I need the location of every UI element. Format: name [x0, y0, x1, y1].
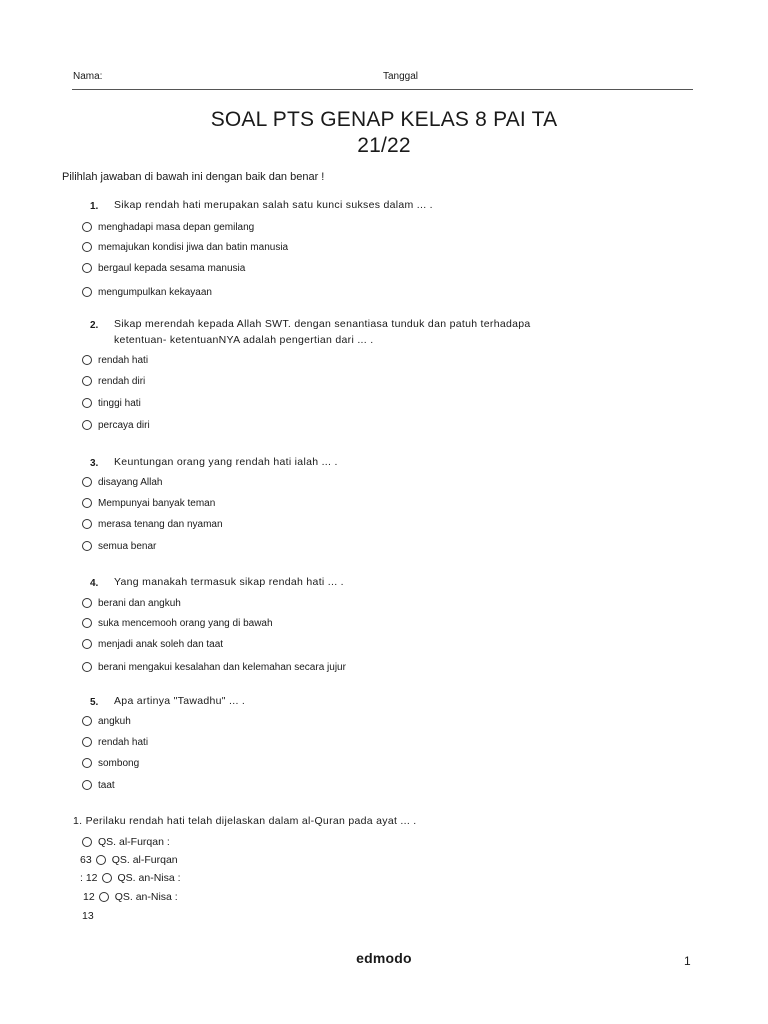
name-label: Nama:: [73, 71, 103, 82]
option-label: menjadi anak soleh dan taat: [98, 638, 224, 650]
radio-icon[interactable]: [82, 477, 92, 487]
question-number: 1.: [90, 201, 99, 212]
option-prefix: : 12: [80, 872, 98, 884]
option[interactable]: [82, 220, 254, 234]
radio-icon[interactable]: [82, 662, 92, 672]
radio-icon[interactable]: [82, 376, 92, 386]
radio-icon[interactable]: [102, 873, 112, 883]
radio-icon[interactable]: [82, 519, 92, 529]
option[interactable]: [82, 374, 145, 388]
radio-icon[interactable]: [82, 398, 92, 408]
question-text-continued: ketentuan- ketentuanNYA adalah pengertian dari ... .: [114, 334, 374, 346]
option-label: rendah hati: [98, 736, 149, 748]
date-label: Tanggal: [383, 71, 419, 82]
radio-icon[interactable]: [82, 598, 92, 608]
radio-icon[interactable]: [82, 222, 92, 232]
option-label: rendah diri: [98, 375, 146, 387]
option-label: QS. al-Furqan :: [98, 836, 170, 848]
page-number: 1: [684, 954, 691, 968]
option[interactable]: [82, 496, 215, 510]
option-prefix: 12: [83, 891, 95, 903]
option-label: taat: [98, 779, 115, 791]
option[interactable]: [82, 539, 156, 553]
radio-icon[interactable]: [82, 618, 92, 628]
option[interactable]: [82, 778, 115, 792]
radio-icon[interactable]: [82, 420, 92, 430]
option[interactable]: [82, 596, 181, 610]
option[interactable]: [83, 890, 178, 904]
option[interactable]: [80, 871, 181, 885]
option-label: semua benar: [98, 540, 157, 552]
question-number: 4.: [90, 578, 99, 589]
question-text: Sikap rendah hati merupakan salah satu kunci sukses dalam ... .: [114, 199, 433, 211]
option-label: QS. al-Furqan: [111, 854, 178, 866]
question-number: 3.: [90, 458, 99, 469]
header-divider: [72, 89, 693, 90]
option-trailing: 13: [82, 910, 94, 922]
question-number: 2.: [90, 320, 99, 331]
radio-icon[interactable]: [82, 355, 92, 365]
option[interactable]: [82, 637, 223, 651]
option-label: mengumpulkan kekayaan: [98, 286, 212, 298]
option[interactable]: [82, 616, 273, 630]
option-label: memajukan kondisi jiwa dan batin manusia: [98, 241, 289, 253]
option[interactable]: [82, 418, 150, 432]
option[interactable]: [82, 240, 288, 254]
edmodo-logo: edmodo: [356, 950, 412, 966]
option[interactable]: [80, 853, 178, 867]
option-label: suka mencemooh orang yang di bawah: [98, 617, 273, 629]
option-label: bergaul kepada sesama manusia: [98, 262, 246, 274]
option[interactable]: [82, 353, 148, 367]
radio-icon[interactable]: [82, 780, 92, 790]
option[interactable]: [82, 285, 212, 299]
radio-icon[interactable]: [82, 498, 92, 508]
radio-icon[interactable]: [82, 242, 92, 252]
option-label: QS. an-Nisa :: [114, 891, 178, 903]
radio-icon[interactable]: [96, 855, 106, 865]
option[interactable]: [82, 735, 148, 749]
option[interactable]: [82, 261, 245, 275]
option[interactable]: [82, 714, 131, 728]
question-text: Yang manakah termasuk sikap rendah hati ... .: [114, 576, 344, 588]
question-text: Sikap merendah kepada Allah SWT. dengan senantiasa tunduk dan patuh terhadapa: [114, 318, 531, 330]
radio-icon[interactable]: [82, 639, 92, 649]
option-label: tinggi hati: [98, 397, 141, 409]
radio-icon[interactable]: [82, 716, 92, 726]
radio-icon[interactable]: [82, 263, 92, 273]
option[interactable]: [82, 396, 141, 410]
radio-icon[interactable]: [82, 287, 92, 297]
option-label: Mempunyai banyak teman: [98, 497, 216, 509]
option-label: merasa tenang dan nyaman: [98, 518, 223, 530]
option[interactable]: [82, 475, 163, 489]
question-text: Keuntungan orang yang rendah hati ialah ... .: [114, 456, 338, 468]
page-title-year: 21/22: [357, 134, 411, 157]
question-text: Apa artinya "Tawadhu" ... .: [114, 695, 246, 707]
option-label: rendah hati: [98, 354, 149, 366]
option-prefix: 63: [80, 854, 92, 866]
option-label: berani dan angkuh: [98, 597, 181, 609]
option-label: percaya diri: [98, 419, 150, 431]
option-label: menghadapi masa depan gemilang: [98, 221, 255, 233]
option[interactable]: [78, 835, 170, 849]
option-label: QS. an-Nisa :: [117, 872, 181, 884]
radio-icon[interactable]: [82, 541, 92, 551]
question-text: 1. Perilaku rendah hati telah dijelaskan dalam al-Quran pada ayat ... .: [73, 815, 417, 827]
radio-icon[interactable]: [99, 892, 109, 902]
option[interactable]: [82, 660, 346, 674]
question-number: 5.: [90, 697, 99, 708]
option-label: sombong: [98, 757, 140, 769]
option[interactable]: [82, 756, 139, 770]
option-label: berani mengakui kesalahan dan kelemahan secara jujur: [98, 661, 346, 673]
instruction-text: Pilihlah jawaban di bawah ini dengan baik dan benar !: [62, 171, 325, 183]
page-title: SOAL PTS GENAP KELAS 8 PAI TA: [210, 108, 558, 131]
radio-icon[interactable]: [82, 837, 92, 847]
radio-icon[interactable]: [82, 737, 92, 747]
option-label: angkuh: [98, 715, 131, 727]
radio-icon[interactable]: [82, 758, 92, 768]
option[interactable]: [82, 517, 223, 531]
option-label: disayang Allah: [98, 476, 163, 488]
